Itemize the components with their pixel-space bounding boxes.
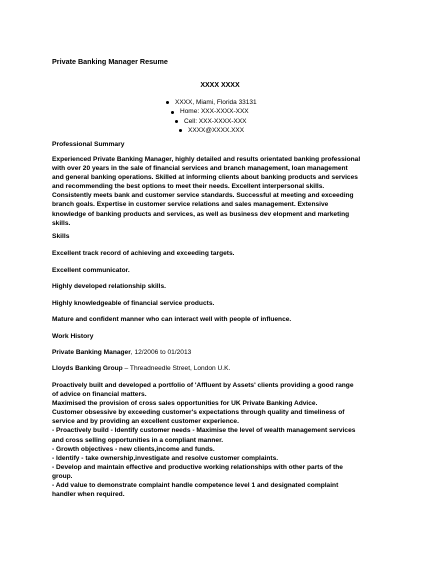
bullet-icon xyxy=(179,129,182,132)
job-line: of advice on financial matters. xyxy=(52,391,147,399)
summary-line: with over 20 years in the sale of financial services and branch management, loan management xyxy=(52,165,348,173)
bullet-icon xyxy=(171,111,174,114)
bullet-icon xyxy=(175,120,178,123)
job-heading xyxy=(52,348,397,357)
skill-item: Excellent track record of achieving and exceeding targets. xyxy=(52,250,235,257)
employer-location: – Threadneedle Street, London U.K. xyxy=(122,365,231,372)
contact-home-phone: Home: XXX-XXXX-XXX xyxy=(171,107,257,116)
document-title: Private Banking Manager Resume xyxy=(52,57,168,66)
skill-item: Highly knowledgeable of financial service products. xyxy=(52,300,215,307)
contact-email: XXXX@XXXX.XXX xyxy=(179,126,257,135)
summary-paragraph xyxy=(52,155,397,228)
job-line: - Growth objectives - new clients,income and funds. xyxy=(52,445,215,453)
job-line: Maximised the provision of cross sales opportunities for UK Private Banking Advice. xyxy=(52,400,318,408)
job-line: handler when required. xyxy=(52,491,125,499)
employer-name: Lloyds Banking Group xyxy=(52,365,123,372)
skill-item: Highly developed relationship skills. xyxy=(52,283,166,290)
summary-line: branch goals. Expertise in customer service relations and sales management. Extensive xyxy=(52,201,329,209)
job-line: Proactively built and developed a portfolio of 'Affluent by Assets' clients providing a good range xyxy=(52,382,354,389)
skill-item: Mature and confident manner who can interact well with people of influence. xyxy=(52,316,292,323)
job-line: - Proactively build - Identify customer needs - Maximise the level of wealth management services xyxy=(52,427,356,435)
job-line: service and by providing an excellent customer experience. xyxy=(52,418,239,426)
section-heading-work: Work History xyxy=(52,333,94,340)
candidate-name: XXXX XXXX xyxy=(200,82,240,89)
job-line: - Develop and maintain effective and productive working relationships with other parts of the xyxy=(52,463,343,471)
section-heading-summary: Professional Summary xyxy=(52,141,125,148)
job-line: group. xyxy=(52,472,73,480)
summary-line: Consistently meets bank and customer service standards. Successful at meeting and exceeding xyxy=(52,192,354,200)
employer-line xyxy=(52,364,397,373)
job-line: Customer obsessive by exceeding customer's expectations through quality and timeliness of xyxy=(52,409,345,417)
contact-address: XXXX, Miami, Florida 33131 xyxy=(166,98,257,107)
contact-list xyxy=(166,98,257,136)
job-dates: , 12/2006 to 01/2013 xyxy=(130,349,192,356)
job-title: Private Banking Manager xyxy=(52,349,131,356)
summary-line: knowledge of banking products and services, as well as business dev elopment and marketing xyxy=(52,210,350,218)
contact-cell-phone: Cell: XXX-XXXX-XXX xyxy=(175,117,257,126)
summary-line: and general banking operations. Skilled at informing clients about banking products and services xyxy=(52,174,358,182)
section-heading-skills: Skills xyxy=(52,233,70,240)
job-description xyxy=(52,381,397,499)
skill-item: Excellent communicator. xyxy=(52,267,130,274)
job-line: - Identify - take ownership,investigate and resolve customer complaints. xyxy=(52,454,279,462)
summary-line: and recommending the best options to meet their needs. Excellent interpersonal skills. xyxy=(52,183,325,191)
summary-line: skills. xyxy=(52,219,71,227)
job-line: - Add value to demonstrate complaint handle competence level 1 and designated complaint xyxy=(52,482,339,490)
summary-line: Experienced Private Banking Manager, highly detailed and results orientated banking professional xyxy=(52,156,361,163)
job-line: and cross selling opportunities in a compliant manner. xyxy=(52,436,224,444)
bullet-icon xyxy=(166,101,169,104)
